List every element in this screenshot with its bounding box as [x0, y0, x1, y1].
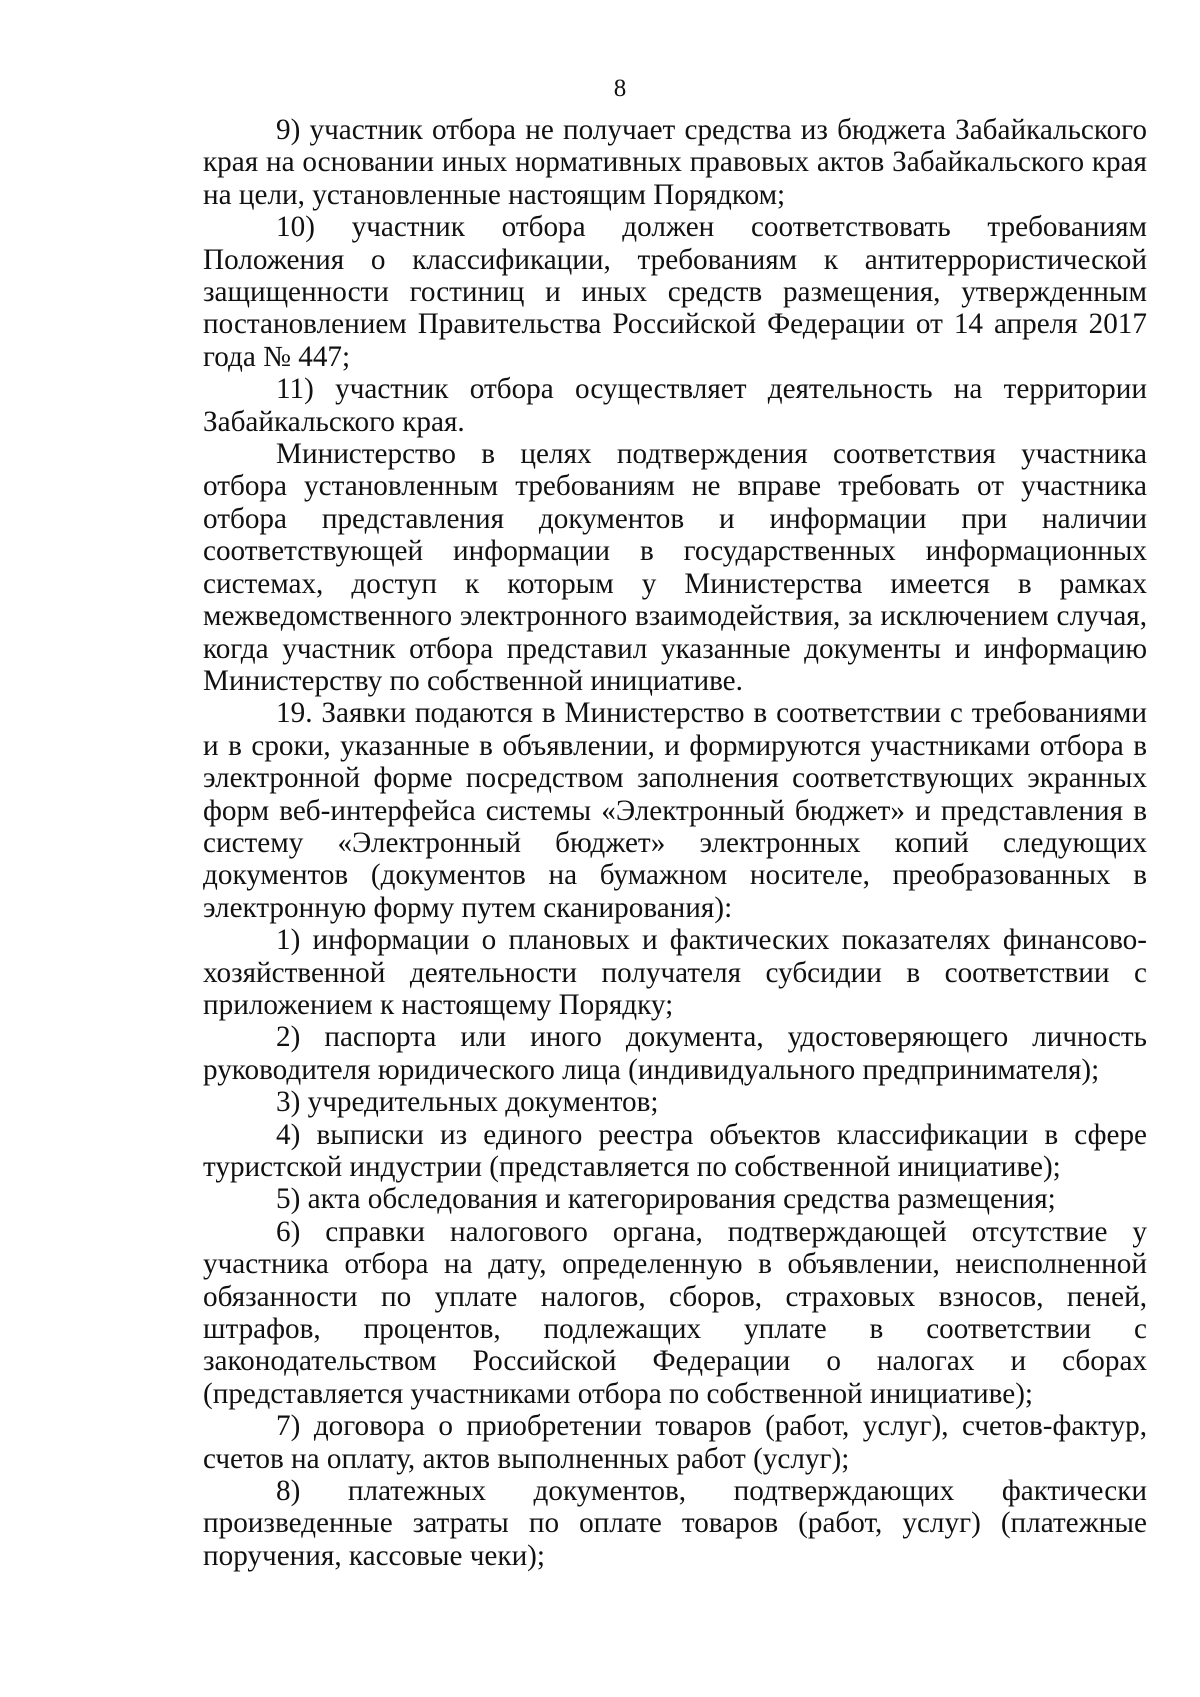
paragraph-item-9: 9) участник отбора не получает средства из бюджета Забайкальского края на основании иных нормативных правовых актов Забайкальского края на цели, установленные настоящим Порядком; — [203, 114, 1147, 211]
paragraph-item-11: 11) участник отбора осуществляет деятельность на территории Забайкальского края. — [203, 373, 1147, 438]
paragraph-doc-7: 7) договора о приобретении товаров (работ, услуг), счетов-фактур, счетов на оплату, актов выполненных работ (услуг); — [203, 1410, 1147, 1475]
paragraph-ministry-verification: Министерство в целях подтверждения соответствия участника отбора установленным требованиям не вправе требовать от участника отбора представления документов и информации при наличии соответствующей информации в государственных информационных системах, доступ к которым у Министерства имеется в рамках межведомственного электронного взаимодействия, за исключением случая, когда участник отбора представил указанные документы и информацию Министерству по собственной инициативе. — [203, 438, 1147, 697]
paragraph-doc-8: 8) платежных документов, подтверждающих фактически произведенные затраты по оплате товаров (работ, услуг) (платежные поручения, кассовые чеки); — [203, 1475, 1147, 1572]
paragraph-doc-3: 3) учредительных документов; — [276, 1086, 659, 1119]
paragraph-doc-1: 1) информации о плановых и фактических показателях финансово-хозяйственной деятельности получателя субсидии в соответствии с приложением к настоящему Порядку; — [203, 924, 1147, 1021]
paragraph-doc-2: 2) паспорта или иного документа, удостоверяющего личность руководителя юридического лица (индивидуального предпринимателя); — [203, 1021, 1147, 1086]
paragraph-doc-6: 6) справки налогового органа, подтверждающей отсутствие у участника отбора на дату, определенную в объявлении, неисполненной обязанности по уплате налогов, сборов, страховых взносов, пеней, штрафов, процентов, подлежащих уплате в соответствии с законодательством Российской Федерации о налогах и сборах (представляется участниками отбора по собственной инициативе); — [203, 1215, 1147, 1410]
paragraph-section-19: 19. Заявки подаются в Министерство в соответствии с требованиями и в сроки, указанные в объявлении, и формируются участниками отбора в электронной форме посредством заполнения соответствующих экранных форм веб-интерфейса системы «Электронный бюджет» и представления в систему «Электронный бюджет» электронных копий следующих документов (документов на бумажном носителе, преобразованных в электронную форму путем сканирования): — [203, 697, 1147, 924]
page-number: 8 — [613, 75, 627, 102]
document-body — [203, 114, 1147, 1572]
paragraph-item-10: 10) участник отбора должен соответствовать требованиям Положения о классификации, требованиям к антитеррористической защищенности гостиниц и иных средств размещения, утвержденным постановлением Правительства Российской Федерации от 14 апреля 2017 года № 447; — [203, 211, 1147, 373]
paragraph-doc-4: 4) выписки из единого реестра объектов классификации в сфере туристской индустрии (представляется по собственной инициативе); — [203, 1118, 1147, 1183]
paragraph-doc-5: 5) акта обследования и категорирования средства размещения; — [276, 1183, 1056, 1216]
